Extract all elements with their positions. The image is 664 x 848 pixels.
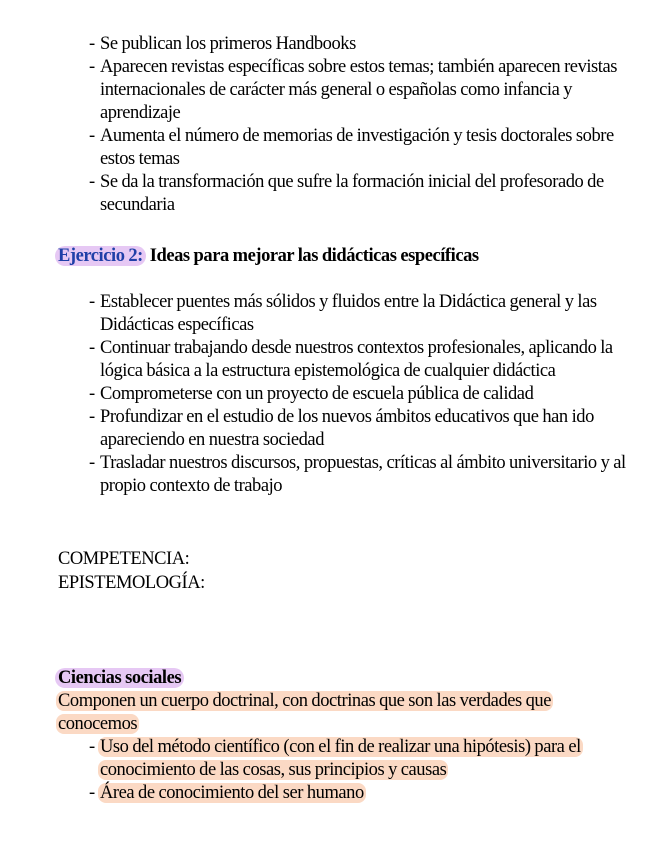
list-item-text: Continuar trabajando desde nuestros contextos profesionales, aplicando la lógica básica a la estructura epistemológica de cualquier didáctica	[100, 338, 613, 381]
list-item	[79, 33, 649, 56]
list-item-text: Profundizar en el estudio de los nuevos ámbitos educativos que han ido apareciendo en nuestra sociedad	[100, 407, 594, 450]
list-item	[79, 291, 649, 337]
exercise-title: Ideas para mejorar las didácticas específicas	[149, 246, 479, 266]
bullet-dash: -	[89, 292, 95, 312]
list-item-text: Se da la transformación que sufre la formación inicial del profesorado de secundaria	[100, 172, 604, 215]
list-item-text: Aumenta el número de memorias de investigación y tesis doctorales sobre estos temas	[100, 126, 614, 169]
list-item-text: Área de conocimiento del ser humano	[100, 783, 364, 803]
bullet-dash: -	[89, 126, 95, 146]
list-item-text: Establecer puentes más sólidos y fluidos entre la Didáctica general y las Didácticas específicas	[100, 292, 597, 335]
bullet-dash: -	[89, 737, 95, 757]
bullet-dash: -	[89, 384, 95, 404]
list-item-text: Aparecen revistas específicas sobre estos temas; también aparecen revistas internacionales de carácter más general o españolas como infancia y aprendizaje	[100, 57, 618, 123]
list-item	[79, 452, 649, 498]
exercise-heading	[58, 244, 479, 268]
list-item	[79, 782, 649, 805]
ciencias-sociales-list	[79, 736, 649, 805]
ciencias-paragraph	[58, 690, 618, 736]
bullet-dash: -	[89, 453, 95, 473]
list-item-text: Uso del método científico (con el fin de realizar una hipótesis) para el conocimiento de las cosas, sus principios y causas	[100, 737, 581, 780]
list-item	[79, 406, 649, 452]
improvement-ideas-list	[79, 291, 649, 498]
list-item-text: Comprometerse con un proyecto de escuela pública de calidad	[100, 384, 534, 404]
list-item	[79, 125, 649, 171]
historical-developments-list	[79, 33, 649, 217]
exercise-label: Ejercicio 2:	[55, 246, 146, 266]
ciencias-sociales-title: Ciencias sociales	[55, 668, 184, 688]
list-item	[79, 56, 649, 125]
list-item-text: Trasladar nuestros discursos, propuestas, críticas al ámbito universitario y al propio contexto de trabajo	[100, 453, 626, 496]
list-item	[79, 171, 649, 217]
list-item	[79, 736, 649, 782]
ciencias-paragraph-text: Componen un cuerpo doctrinal, con doctrinas que son las verdades que conocemos	[58, 691, 551, 734]
ciencias-sociales-heading	[58, 666, 184, 690]
bullet-dash: -	[89, 407, 95, 427]
epistemologia-label: EPISTEMOLOGÍA:	[58, 573, 205, 593]
list-item	[79, 383, 649, 406]
list-item	[79, 337, 649, 383]
list-item-text: Se publican los primeros Handbooks	[100, 34, 356, 54]
bullet-dash: -	[89, 34, 95, 54]
bullet-dash: -	[89, 338, 95, 358]
bullet-dash: -	[89, 783, 95, 803]
bullet-dash: -	[89, 57, 95, 77]
competencia-label: COMPETENCIA:	[58, 549, 190, 569]
bullet-dash: -	[89, 172, 95, 192]
